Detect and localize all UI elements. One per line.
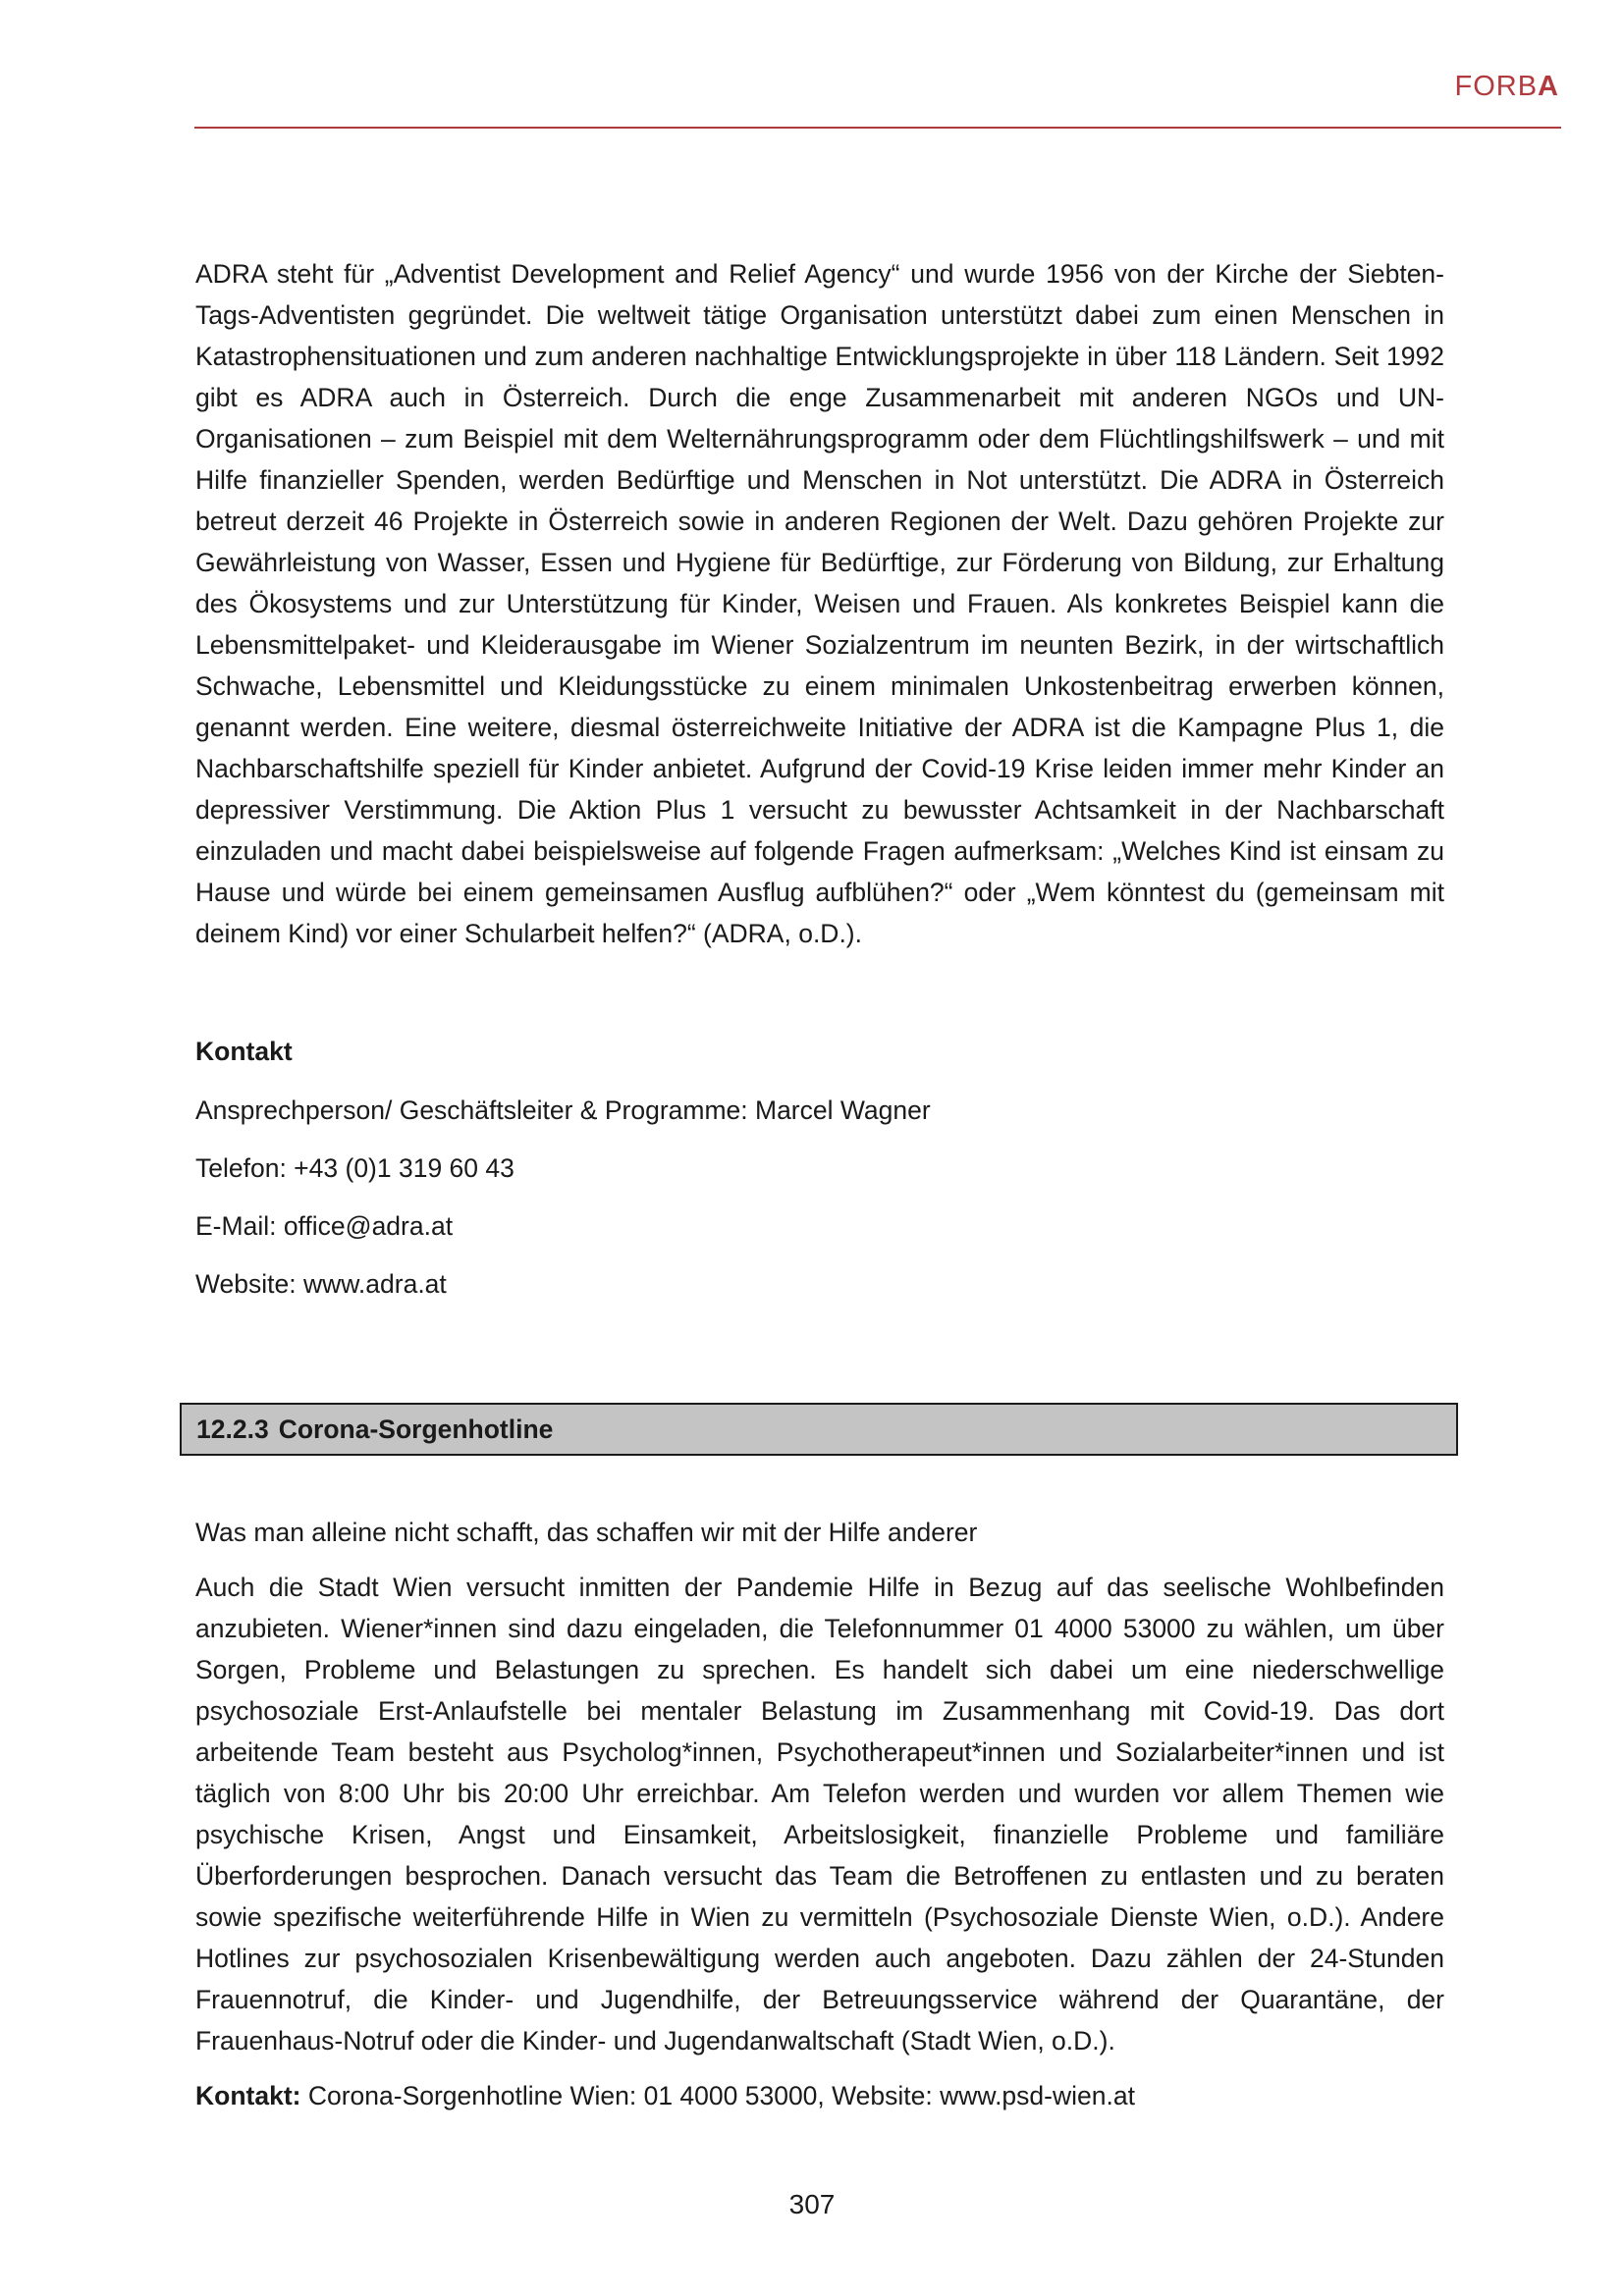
adra-phone: Telefon: +43 (0)1 319 60 43 bbox=[195, 1153, 514, 1183]
logo-accent: A bbox=[1538, 71, 1559, 102]
page-content bbox=[195, 253, 1444, 1305]
section-title bbox=[196, 1415, 553, 1445]
section-heading-box bbox=[180, 1403, 1458, 1456]
section-number: 12.2.3 bbox=[196, 1415, 269, 1444]
page-number: 307 bbox=[788, 2189, 836, 2219]
corona-contact-text: Corona-Sorgenhotline Wien: 01 4000 53000, Website: www.psd-wien.at bbox=[300, 2081, 1135, 2110]
section-title-text: Corona-Sorgenhotline bbox=[278, 1415, 554, 1444]
header-logo bbox=[1454, 71, 1559, 103]
adra-contact-heading: Kontakt bbox=[195, 1037, 293, 1066]
corona-contact bbox=[195, 2075, 1444, 2116]
corona-contact-label: Kontakt: bbox=[195, 2081, 301, 2110]
adra-website: Website: www.adra.at bbox=[195, 1269, 447, 1299]
corona-intro: Was man alleine nicht schafft, das schaffen wir mit der Hilfe anderer bbox=[195, 1518, 978, 1547]
adra-contact-person: Ansprechperson/ Geschäftsleiter & Programme: Marcel Wagner bbox=[195, 1095, 931, 1125]
adra-paragraph: ADRA steht für „Adventist Development and Relief Agency“ und wurde 1956 von der Kirche der Siebten-Tags-Adventisten gegründet. Die weltweit tätige Organisation unterstützt dabei zum einen Menschen in Katastrophensituationen und zum anderen nachhaltige Entwicklungsprojekte in über 118 Ländern. Seit 1992 gibt es ADRA auch in Österreich. Durch die enge Zusammenarbeit mit anderen NGOs und UN-Organisationen – zum Beispiel mit dem Welternährungsprogramm oder dem Flüchtlingshilfswerk – und mit Hilfe finanzieller Spenden, werden Bedürftige und Menschen in Not unterstützt. Die ADRA in Österreich betreut derzeit 46 Projekte in Österreich sowie in anderen Regionen der Welt. Dazu gehören Projekte zur Gewährleistung von Wasser, Essen und Hygiene für Bedürftige, zur Förderung von Bildung, zur Erhaltung des Ökosystems und zur Unterstützung für Kinder, Weisen und Frauen. Als konkretes Beispiel kann die Lebensmittelpaket- und Kleiderausgabe im Wiener Sozialzentrum im neunten Bezirk, in der wirtschaftlich Schwache, Lebensmittel und Kleidungsstücke zu einem minimalen Unkostenbeitrag erwerben können, genannt werden. Eine weitere, diesmal österreichweite Initiative der ADRA ist die Kampagne Plus 1, die Nachbarschaftshilfe speziell für Kinder anbietet. Aufgrund der Covid-19 Krise leiden immer mehr Kinder an depressiver Verstimmung. Die Aktion Plus 1 versucht zu bewusster Achtsamkeit in der Nachbarschaft einzuladen und macht dabei beispielsweise auf folgende Fragen aufmerksam: „Welches Kind ist einsam zu Hause und würde bei einem gemeinsamen Ausflug aufblühen?“ oder „Wem könntest du (gemeinsam mit deinem Kind) vor einer Schularbeit helfen?“ (ADRA, o.D.). bbox=[195, 259, 1444, 948]
corona-content bbox=[195, 1512, 1444, 2116]
corona-paragraph: Auch die Stadt Wien versucht inmitten der Pandemie Hilfe in Bezug auf das seelische Wohlbefinden anzubieten. Wiener*innen sind dazu eingeladen, die Telefonnummer 01 4000 53000 zu wählen, um über Sorgen, Probleme und Belastungen zu sprechen. Es handelt sich dabei um eine niederschwellige psychosoziale Erst-Anlaufstelle bei mentaler Belastung im Zusammenhang mit Covid-19. Das dort arbeitende Team besteht aus Psycholog*innen, Psychotherapeut*innen und Sozialarbeiter*innen und ist täglich von 8:00 Uhr bis 20:00 Uhr erreichbar. Am Telefon werden und wurden vor allem Themen wie psychische Krisen, Angst und Einsamkeit, Arbeitslosigkeit, finanzielle Probleme und familiäre Überforderungen besprochen. Danach versucht das Team die Betroffenen zu entlasten und zu beraten sowie spezifische weiterführende Hilfe in Wien zu vermitteln (Psychosoziale Dienste Wien, o.D.). Andere Hotlines zur psychosozialen Krisenbewältigung werden auch angeboten. Dazu zählen der 24-Stunden Frauennotruf, die Kinder- und Jugendhilfe, der Betreuungsservice während der Quarantäne, der Frauenhaus-Notruf oder die Kinder- und Jugendanwaltschaft (Stadt Wien, o.D.). bbox=[195, 1573, 1444, 2056]
logo-main: FORB bbox=[1454, 71, 1539, 102]
header-rule bbox=[194, 127, 1561, 129]
adra-email: E-Mail: office@adra.at bbox=[195, 1211, 454, 1241]
